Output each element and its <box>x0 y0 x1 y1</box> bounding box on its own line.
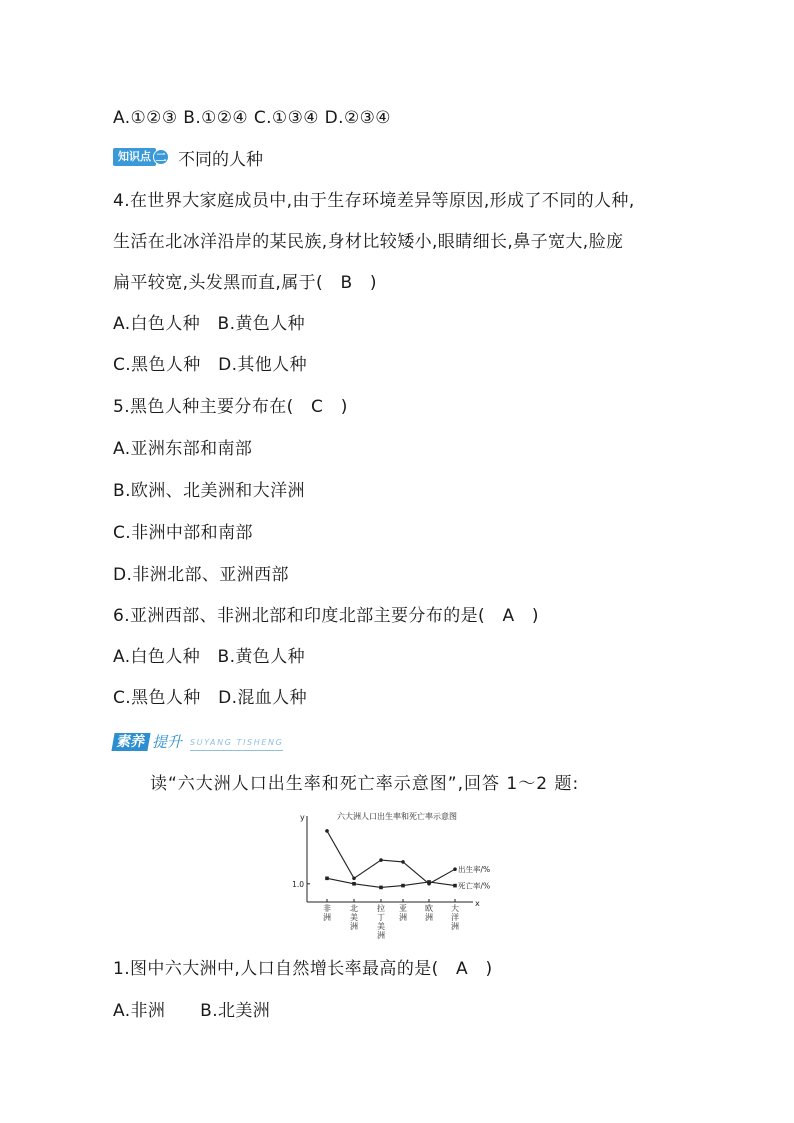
chart-labels <box>292 811 490 940</box>
data-point <box>401 884 405 888</box>
y-axis-label: y <box>300 813 305 822</box>
chart-lines <box>325 829 457 889</box>
section-pinyin: SUYANG TISHENG <box>190 737 283 751</box>
knowledge-point-header <box>113 147 263 170</box>
knowledge-title: 不同的人种 <box>178 149 263 170</box>
q6-options-2: C.黑色人种 D.混血人种 <box>113 688 307 708</box>
q5-stem: 5.黑色人种主要分布在( C ) <box>113 397 348 417</box>
q5-option-b: B.欧洲、北美洲和大洋洲 <box>113 481 305 501</box>
data-point <box>379 858 383 862</box>
data-point <box>401 860 405 864</box>
section-label: 素养 <box>111 733 150 751</box>
x-tick-label: 拉丁美洲 <box>377 904 385 940</box>
chart-axes <box>307 816 473 902</box>
x-tick-label: 欧洲 <box>425 904 433 922</box>
x-tick-label: 北美洲 <box>350 904 358 931</box>
q5-option-d: D.非洲北部、亚洲西部 <box>113 565 289 585</box>
x-tick-label: 大洋洲 <box>451 904 459 931</box>
data-point <box>325 877 329 881</box>
q1-options: A.非洲 B.北美洲 <box>113 1001 271 1021</box>
q5-option-a: A.亚洲东部和南部 <box>113 439 253 459</box>
q4-stem-line-1: 4.在世界大家庭成员中,由于生存环境差异等原因,形成了不同的人种, <box>113 191 635 211</box>
series-label: 出生率/% <box>458 865 491 875</box>
data-point <box>453 867 457 871</box>
data-point <box>352 882 356 886</box>
knowledge-tag: 知识点 <box>113 148 156 166</box>
knowledge-number: 二 <box>153 149 169 165</box>
section-label-2: 提升 <box>152 733 183 751</box>
q1-stem: 1.图中六大洲中,人口自然增长率最高的是( A ) <box>113 959 493 979</box>
birth-death-rate-chart <box>285 806 510 942</box>
y-tick-label: 1.0 <box>292 879 304 889</box>
q5-option-c: C.非洲中部和南部 <box>113 523 253 543</box>
data-point <box>352 877 356 881</box>
q4-options-1: A.白色人种 B.黄色人种 <box>113 314 306 334</box>
q4-stem-line-3: 扁平较宽,头发黑而直,属于( B ) <box>113 273 377 293</box>
q4-options-2: C.黑色人种 D.其他人种 <box>113 355 307 375</box>
q3-options: A.①②③ B.①②④ C.①③④ D.②③④ <box>113 108 391 128</box>
data-point <box>453 884 457 888</box>
section-header <box>113 733 283 751</box>
chart-title: 六大洲人口出生率和死亡率示意图 <box>337 812 457 821</box>
q6-options-1: A.白色人种 B.黄色人种 <box>113 647 306 667</box>
q4-stem-line-2: 生活在北冰洋沿岸的某民族,身材比较矮小,眼睛细长,鼻子宽大,脸庞 <box>113 232 624 252</box>
data-point <box>325 829 329 833</box>
data-point <box>379 886 383 890</box>
x-axis-label: x <box>475 899 480 908</box>
x-tick-label: 非洲 <box>323 904 331 922</box>
q6-stem: 6.亚洲西部、非洲北部和印度北部主要分布的是( A ) <box>113 606 539 626</box>
series-label: 死亡率/% <box>458 881 491 891</box>
x-tick-label: 亚洲 <box>399 904 407 922</box>
reading-intro: 读“六大洲人口出生率和死亡率示意图”,回答 1～2 题: <box>150 774 580 794</box>
data-point <box>427 880 431 884</box>
series-line <box>327 831 455 884</box>
